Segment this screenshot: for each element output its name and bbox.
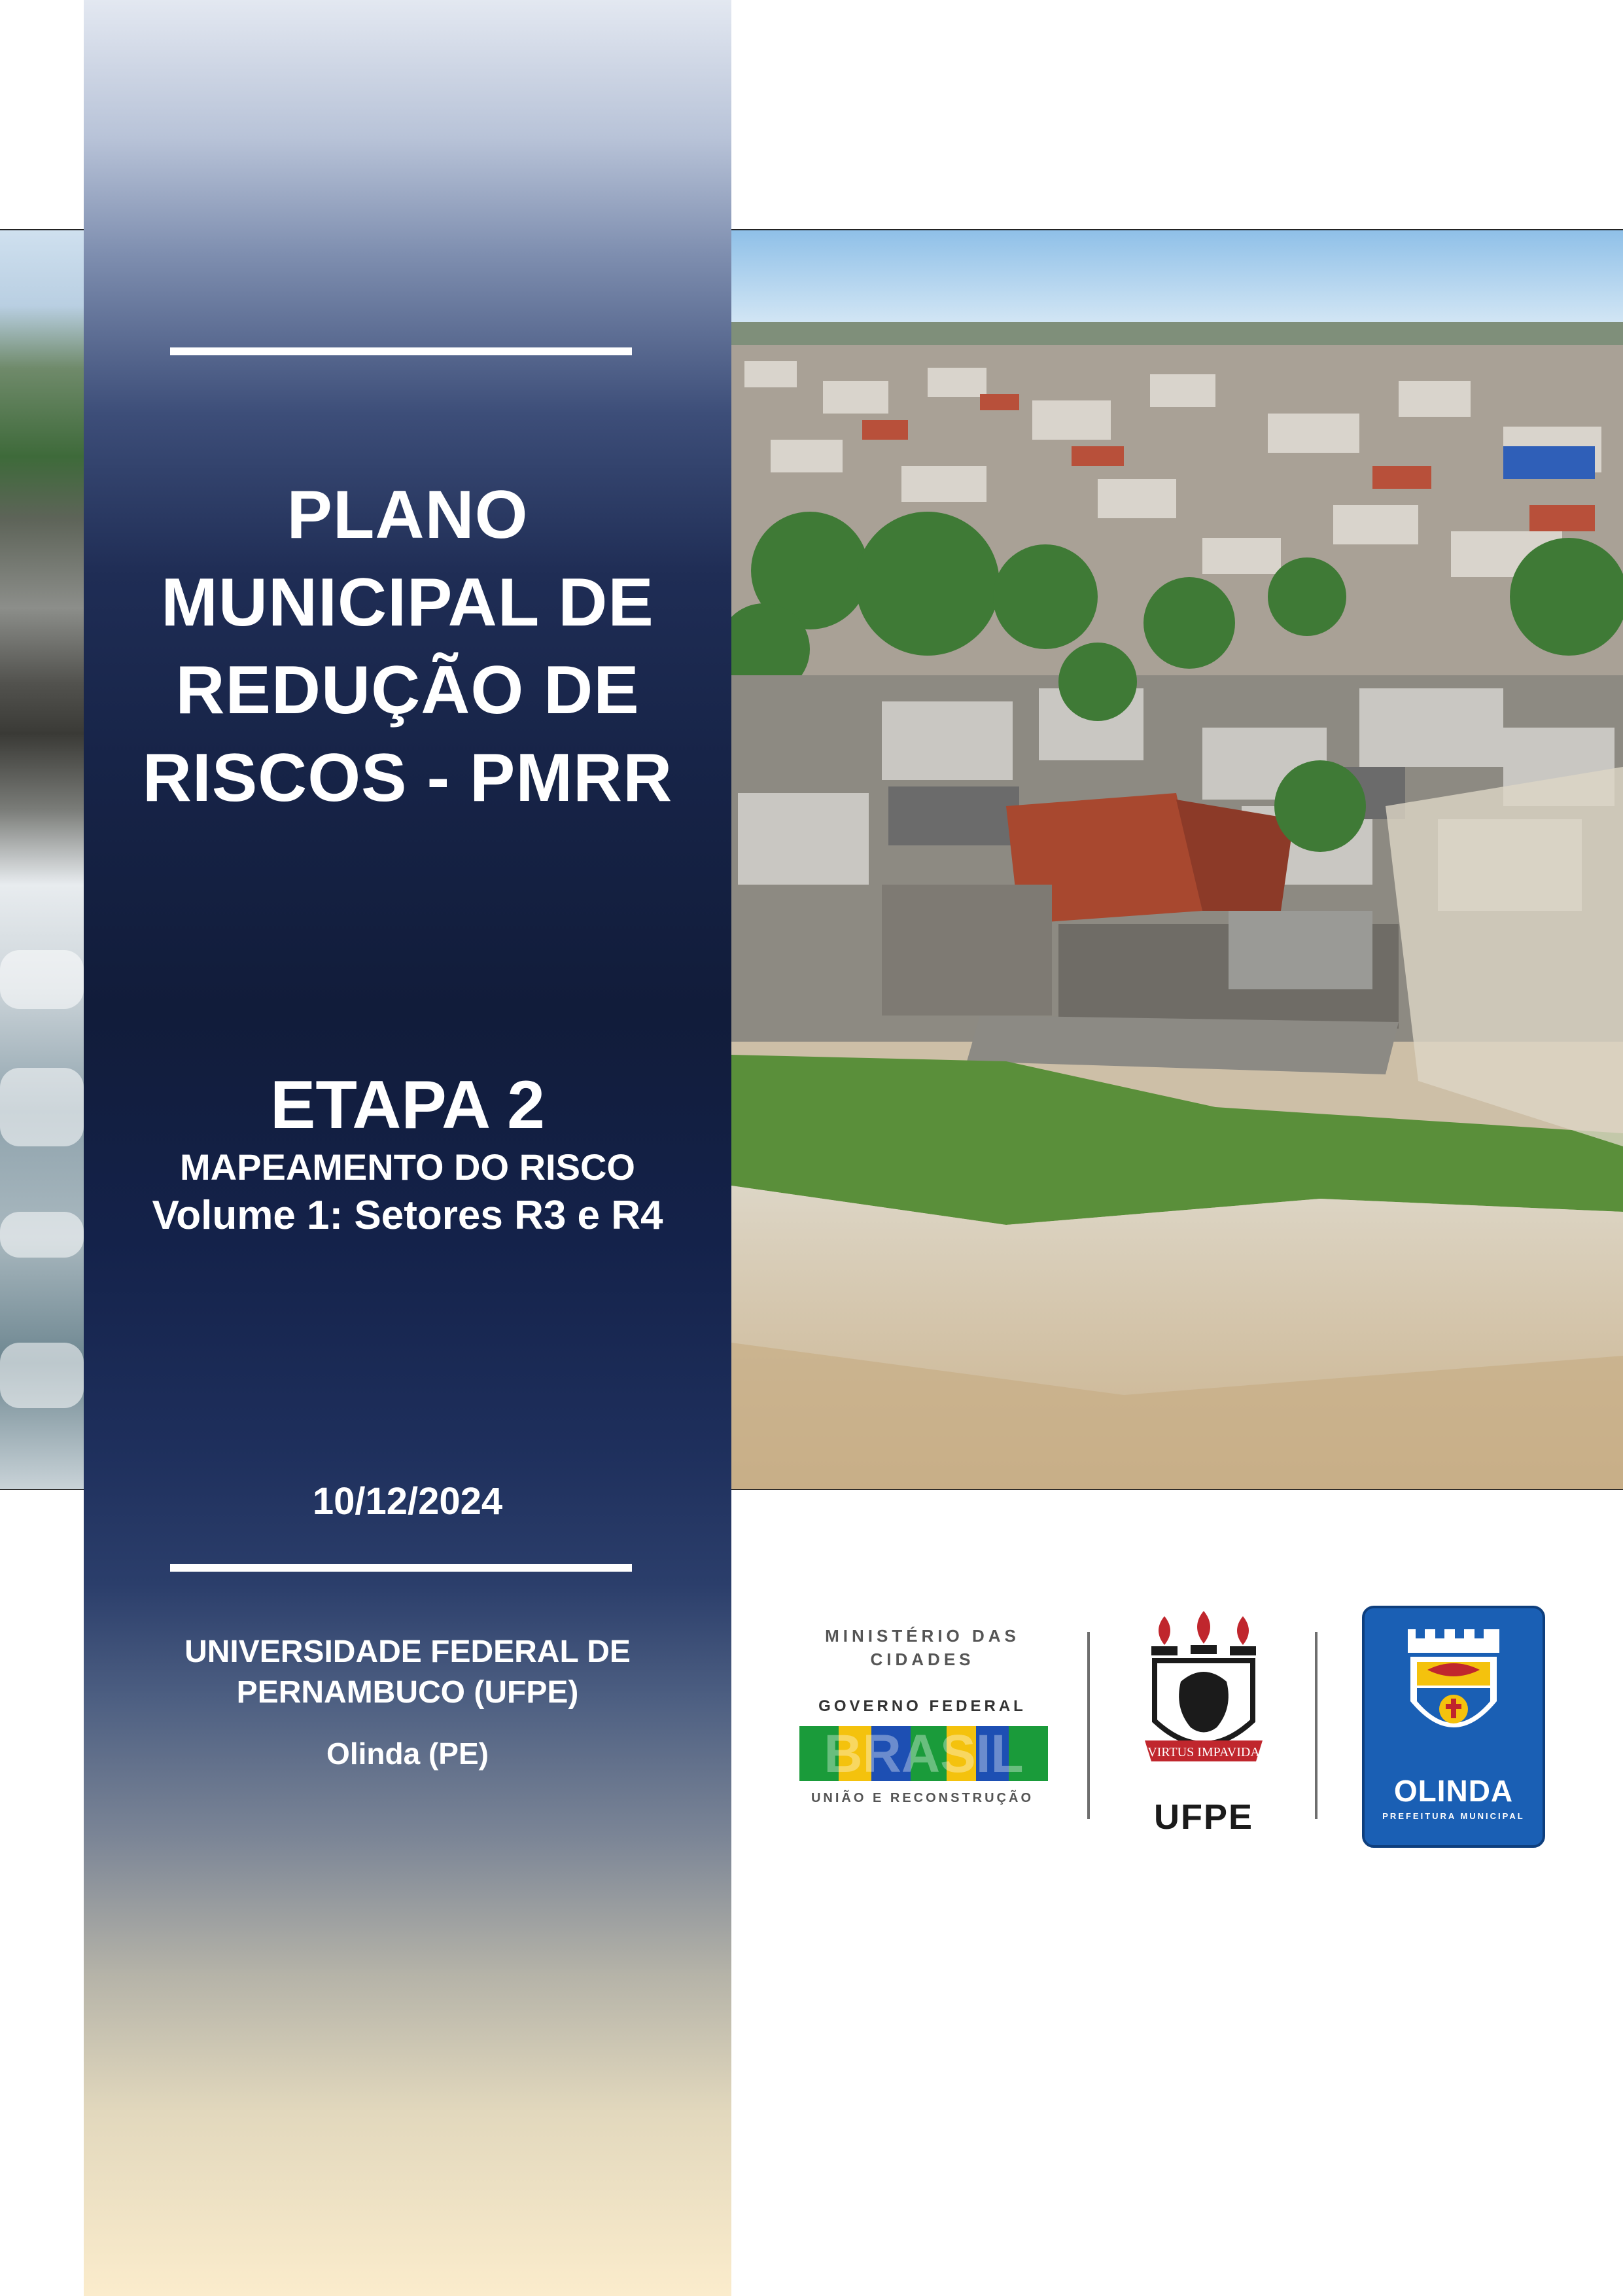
ministry-label: [798, 1624, 1047, 1671]
institution-line: UNIVERSIDADE FEDERAL DE: [184, 1634, 631, 1669]
ufpe-emblem-logo: [1132, 1610, 1276, 1799]
left-coast-photo: [0, 230, 84, 1489]
ufpe-label: UFPE: [1153, 1797, 1254, 1837]
institution-name: [84, 1632, 731, 1713]
title-line: PLANO: [287, 477, 529, 553]
brasil-wordmark-text: BRASIL: [824, 1724, 1024, 1784]
ministry-line: MINISTÉRIO DAS: [825, 1626, 1020, 1646]
ministry-line: CIDADES: [870, 1650, 975, 1669]
bottom-white-rule: [170, 1564, 632, 1572]
aerial-photo-illustration: [731, 230, 1623, 1489]
title-line: MUNICIPAL DE: [161, 565, 654, 641]
document-date: 10/12/2024: [312, 1480, 503, 1523]
top-white-rule: [170, 347, 632, 355]
title-line: REDUÇÃO DE: [175, 652, 640, 728]
olinda-coat-of-arms-icon: [1401, 1623, 1506, 1754]
ufpe-motto: VIRTUS IMPAVIDA: [1147, 1745, 1260, 1759]
aerial-coastal-photo: [731, 230, 1623, 1489]
olinda-wordmark: OLINDA: [1393, 1774, 1514, 1808]
brasil-wordmark-logo: [799, 1721, 1048, 1786]
logo-divider: [1087, 1632, 1090, 1819]
institution-line: PERNAMBUCO (UFPE): [236, 1675, 579, 1710]
stage-subtitle: MAPEAMENTO DO RISCO: [180, 1146, 635, 1188]
gov-federal-label: GOVERNO FEDERAL: [818, 1697, 1026, 1715]
title-line: RISCOS - PMRR: [142, 740, 673, 816]
stage-heading: ETAPA 2: [270, 1067, 545, 1143]
city-label: Olinda (PE): [326, 1737, 489, 1771]
logo-divider: [1315, 1632, 1318, 1819]
document-title: [84, 471, 731, 822]
olinda-subtitle: PREFEITURA MUNICIPAL: [1382, 1811, 1525, 1821]
volume-label: Volume 1: Setores R3 e R4: [152, 1193, 663, 1238]
gov-tagline: UNIÃO E RECONSTRUÇÃO: [811, 1791, 1034, 1805]
